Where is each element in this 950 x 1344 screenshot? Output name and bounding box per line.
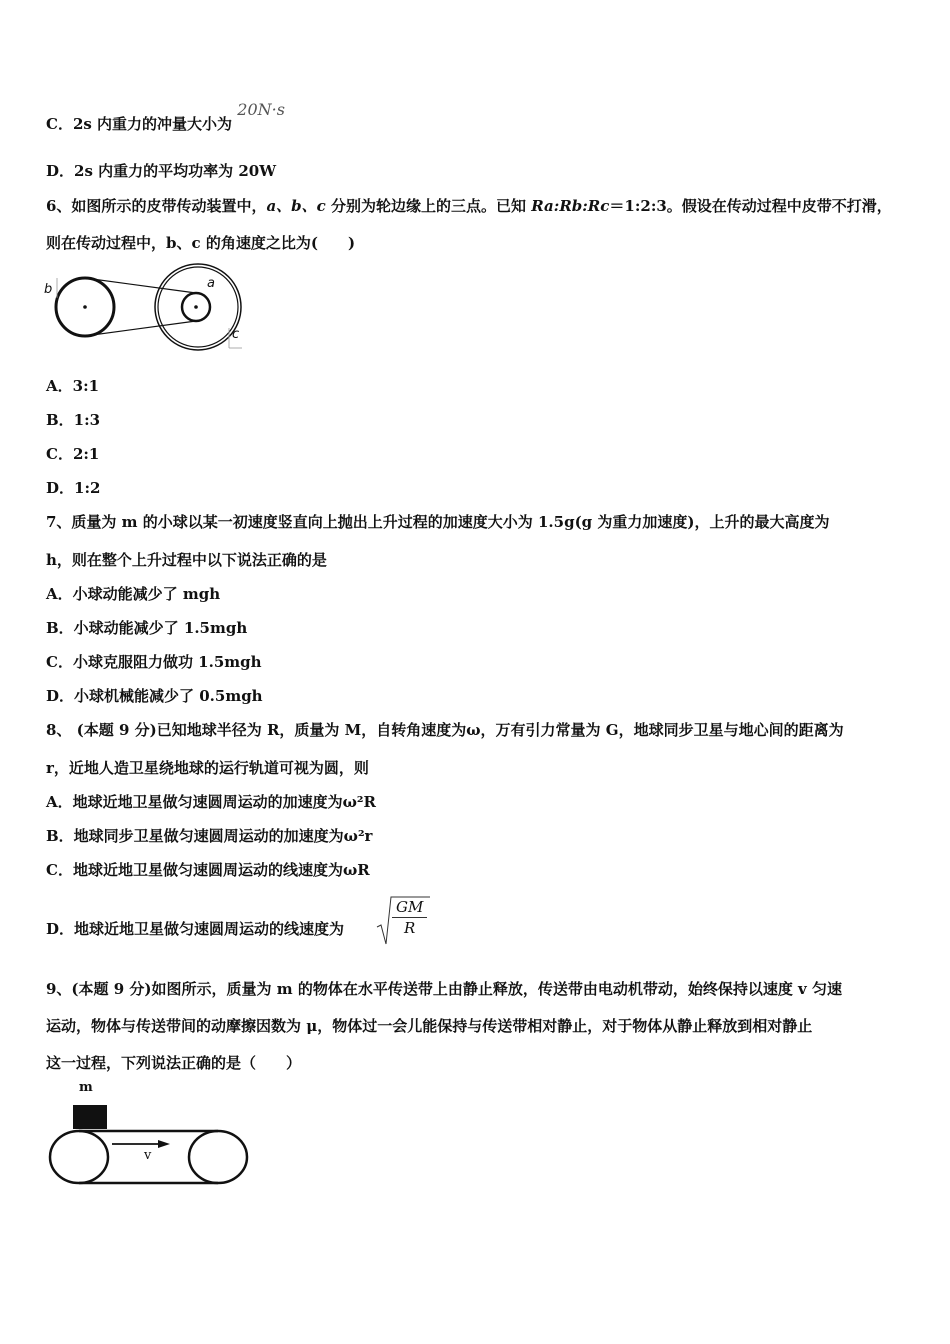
pulley-c-wheel <box>155 264 241 350</box>
q8-stem-line1: 8、 (本题 9 分)已知地球半径为 R，质量为 M，自转角速度为ω，万有引力常量为 G，地球同步卫星与地心间的距离为 <box>46 721 844 739</box>
q6-option-c: C．2:1 <box>46 445 100 463</box>
q9-label-v: v <box>144 1148 152 1163</box>
q6-stem-line1 <box>46 196 892 216</box>
q7-option-b: B．小球动能减少了 1.5mgh <box>46 619 248 637</box>
q8-option-d <box>46 919 344 939</box>
conveyor-right-roller <box>189 1131 247 1183</box>
velocity-arrow-head <box>158 1140 170 1148</box>
q5-option-c-text: C．2s 内重力的冲量大小为 <box>46 115 233 133</box>
pulley-b-center <box>83 305 87 309</box>
belt-top <box>85 278 196 293</box>
pulley-a-center <box>194 305 198 309</box>
q5-option-c-math: 20N·s <box>237 100 285 119</box>
q6-stem-part-d: Ra:Rb:Rc <box>531 197 610 215</box>
q6-label-a: a <box>207 276 215 291</box>
q6-option-a: A．3:1 <box>46 377 100 395</box>
q6-stem-part-b: a、b、c <box>266 197 326 215</box>
q7-option-c: C．小球克服阻力做功 1.5mgh <box>46 653 262 671</box>
q6-stem-part-e: ＝1:2:3。假设在传动过程中皮带不打滑， <box>609 197 892 215</box>
q8-option-b: B．地球同步卫星做匀速圆周运动的加速度为ω²r <box>46 827 373 845</box>
q9-label-m: m <box>79 1080 93 1095</box>
q8-option-c: C．地球近地卫星做匀速圆周运动的线速度为ωR <box>46 861 370 879</box>
q9-stem-line2: 运动，物体与传送带间的动摩擦因数为 μ，物体过一会儿能保持与传送带相对静止，对于物体从静止释放到相对静止 <box>46 1017 813 1035</box>
q7-option-a: A．小球动能减少了 mgh <box>46 585 221 603</box>
q8-option-d-fraction <box>392 897 427 938</box>
q5-option-d: D．2s 内重力的平均功率为 20W <box>46 162 277 180</box>
q7-stem-line2: h，则在整个上升过程中以下说法正确的是 <box>46 551 327 569</box>
q8-option-d-numerator: GM <box>392 897 427 918</box>
q8-option-a: A．地球近地卫星做匀速圆周运动的加速度为ω²R <box>46 793 376 811</box>
q8-option-d-text: D．地球近地卫星做匀速圆周运动的线速度为 <box>46 920 345 938</box>
q7-stem-line1: 7、质量为 m 的小球以某一初速度竖直向上抛出上升过程的加速度大小为 1.5g(g 为重力加速度)，上升的最大高度为 <box>46 513 830 531</box>
q6-option-b: B．1:3 <box>46 411 101 429</box>
q9-stem-line1: 9、(本题 9 分)如图所示，质量为 m 的物体在水平传送带上由静止释放，传送带由电动机带动，始终保持以速度 v 匀速 <box>46 980 842 998</box>
conveyor-left-roller <box>50 1131 108 1183</box>
q6-option-d: D．1:2 <box>46 479 101 497</box>
q5-option-c <box>46 100 285 134</box>
q6-stem-line2: 则在传动过程中，b、c 的角速度之比为( ) <box>46 234 356 252</box>
q8-option-d-denominator: R <box>404 919 416 937</box>
q9-conveyor-figure <box>44 1100 254 1190</box>
q6-label-b: b <box>44 282 53 297</box>
q6-stem-part-c: 分别为轮边缘上的三点。已知 <box>325 197 532 215</box>
pulley-c-inner-rim <box>158 267 238 347</box>
q6-stem-part-a: 6、如图所示的皮带传动装置中， <box>46 197 267 215</box>
block-m <box>73 1105 107 1129</box>
q7-option-d: D．小球机械能减少了 0.5mgh <box>46 687 263 705</box>
belt-bottom <box>85 321 196 336</box>
q6-label-c: c <box>232 327 240 342</box>
q6-belt-pulley-figure <box>40 258 250 358</box>
q8-stem-line2: r，近地人造卫星绕地球的运行轨道可视为圆，则 <box>46 759 369 777</box>
q9-stem-line3: 这一过程，下列说法正确的是（ ） <box>46 1054 302 1072</box>
